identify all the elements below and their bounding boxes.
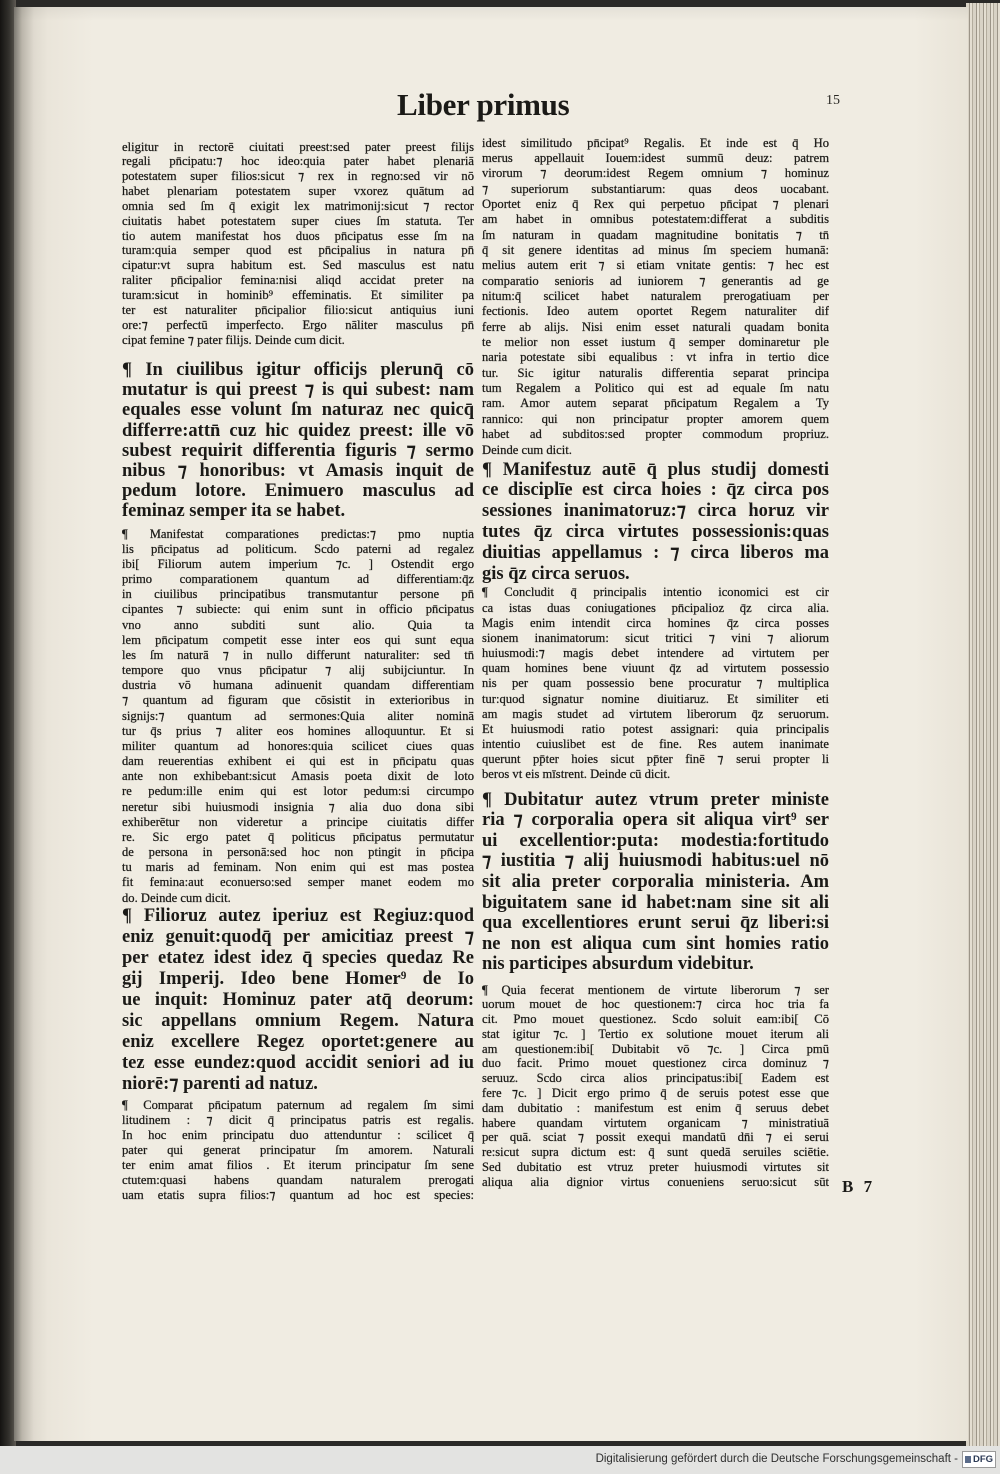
line-text: ter enim amat filios . Et iterum principatur ſm sene xyxy=(122,1157,474,1172)
commentary-line xyxy=(122,1143,474,1158)
line-text: ria ⁊ corporalia opera sit aliqua virt⁹ ser xyxy=(482,810,829,831)
line-text: sit alia preter corporalia ministeria. Am xyxy=(482,872,829,893)
commentary-line xyxy=(122,169,474,184)
line-text: ⁊ iustitia ⁊ alij huiusmodi habitus:uel nō xyxy=(482,851,829,872)
text-line xyxy=(482,543,829,564)
commentary-line xyxy=(482,1145,829,1160)
line-text: cipat femine ⁊ pater filijs. Deinde cum dicit. xyxy=(122,332,345,347)
line-text: q̄ sit genere identitas ad minus ſm speciem humanā: xyxy=(482,242,829,257)
line-text: dam reuerentias exhibent ei qui est in pn̄cipatu quas xyxy=(122,754,474,769)
line-text: nis participes absurdum videbitur. xyxy=(482,954,754,975)
commentary-line xyxy=(122,303,474,318)
commentary-line xyxy=(122,678,474,693)
commentary-line xyxy=(482,631,829,646)
line-text: uam etatis supra filios:⁊ quantum ad hoc est species: xyxy=(122,1187,474,1202)
commentary-line xyxy=(482,767,829,782)
commentary-line xyxy=(482,983,829,998)
text-line xyxy=(482,810,829,831)
commentary-line xyxy=(482,304,829,319)
commentary-line xyxy=(482,601,829,616)
line-text: diuitias appellamus : ⁊ circa liberos ma xyxy=(482,542,829,563)
line-text: merus appellauit Iouem:idest summū deuz: patrem xyxy=(482,150,829,165)
commentary-line xyxy=(482,585,829,600)
text-line xyxy=(482,851,829,872)
line-text: militer quantum ad honores:quia scilicet ciues quas xyxy=(122,738,474,753)
text-line xyxy=(482,522,829,543)
line-text: Deinde cum dicit. xyxy=(482,442,572,457)
commentary-line xyxy=(122,1173,474,1188)
text-line xyxy=(122,400,474,420)
commentary-line xyxy=(122,663,474,678)
commentary-line xyxy=(482,1116,829,1131)
line-text: re:sicut supra dictum est: q̄ sunt quedā seruiles sciētie. xyxy=(482,1145,829,1160)
text-line xyxy=(122,1011,474,1032)
commentary-line xyxy=(122,557,474,572)
line-text: ore:⁊ perfectū imperfecto. Ergo nāliter masculus pn̄ xyxy=(122,317,474,332)
commentary-line xyxy=(482,274,829,289)
line-text: virorum ⁊ deorum:idest Regem omnium ⁊ hominuz xyxy=(482,166,829,181)
line-text: fere ⁊c. ] Dicit ergo primo q̄ de seruis potest esse que xyxy=(482,1085,829,1100)
line-text: ui excellentior:puta: modestia:fortitudo xyxy=(482,830,829,851)
line-text: ſm naturam in quadam magnitudine bonitatis ⁊ tn̄ xyxy=(482,227,829,242)
commentary-line xyxy=(122,273,474,288)
line-text: regali pn̄cipatu:⁊ hoc ideo:quia pater habet plenariā xyxy=(122,154,474,169)
commentary-line xyxy=(482,616,829,631)
commentary-line xyxy=(482,320,829,335)
line-text: stat igitur ⁊c. ] Tertio ex solutione mouet iterum ali xyxy=(482,1026,829,1041)
commentary-line xyxy=(122,1188,474,1203)
line-text: ter est naturaliter pn̄cipalior filio:sicut antiquius iuni xyxy=(122,302,474,317)
line-text: habet plenariam potestatem super vxorez quātum ad xyxy=(122,184,474,199)
line-text: litudinem : ⁊ dicit q̄ principatus patris est regalis. xyxy=(122,1112,474,1127)
book-page xyxy=(14,7,968,1441)
line-text: turam:sicut in hominib⁹ effeminatis. Et similiter pa xyxy=(122,288,474,302)
line-text: duo facit. Primo mouet questionez circa dominuz ⁊ xyxy=(482,1056,829,1071)
commentary-line xyxy=(482,396,829,411)
line-text: intentio cuiuslibet est de fine. Res autem inanimate xyxy=(482,737,829,752)
commentary-line xyxy=(482,1130,829,1145)
commentary-line xyxy=(122,724,474,739)
line-text: aliqua alia dignior virtus conueniens seruo:sicut sūt xyxy=(482,1174,829,1189)
line-text: am magis studet ad virtutem liberorum q̄z seruorum. xyxy=(482,706,829,721)
commentary-line xyxy=(122,845,474,860)
commentary-line xyxy=(482,722,829,737)
line-text: habere quandam virtutem organicam ⁊ ministratiuā xyxy=(482,1115,829,1130)
line-text: ¶ Manifestat comparationes predictas:⁊ pmo nuptia xyxy=(122,526,474,541)
commentary-line xyxy=(122,318,474,333)
digitization-footer xyxy=(0,1446,1000,1474)
commentary-line xyxy=(482,366,829,381)
line-text: ¶ Manifestuz autē q̄ plus studij domesti xyxy=(482,459,829,480)
line-text: mutatur is qui preest ⁊ is qui subest: nam xyxy=(122,380,474,401)
line-text: feminaz semper ita se habet. xyxy=(122,501,346,522)
commentary-line xyxy=(122,739,474,754)
text-line xyxy=(482,913,829,934)
commentary-line xyxy=(482,1027,829,1042)
line-text: eniz genuit:quodq̄ per amicitiaz preest ⁊ xyxy=(122,926,474,947)
line-text: nis per quam possessio bene procuratur ⁊ multiplica xyxy=(482,676,829,691)
commentary-line xyxy=(482,182,829,197)
commentary-line xyxy=(122,1113,474,1128)
line-text: ne non est aliqua cum sint homies ratio xyxy=(482,933,829,954)
text-line xyxy=(122,927,474,948)
line-text: ibi[ Filiorum autem imperium ⁊c. ] Ostendit ergo xyxy=(122,556,474,571)
line-text: ue inquit: Hominuz pater atq̄ deorum: xyxy=(122,989,474,1010)
commentary-line xyxy=(482,1012,829,1027)
commentary-line xyxy=(482,676,829,691)
line-text: ¶ In ciuilibus igitur officijs plerunq̄ cō xyxy=(122,360,474,380)
text-line xyxy=(122,441,474,461)
line-text: pater qui generat principatur ſm amorem. Naturali xyxy=(122,1142,474,1157)
line-text: Sed dubitatio est vtruz preter huiusmodi virtutes sit xyxy=(482,1159,829,1174)
text-line xyxy=(482,480,829,501)
commentary-line xyxy=(482,661,829,676)
line-text: signijs:⁊ quantum ad sermones:Quia aliter nominā xyxy=(122,708,474,723)
commentary-line xyxy=(122,1098,474,1113)
line-text: huiusmodi:⁊ magis debet intendere ad virtutem per xyxy=(482,646,829,661)
line-text: de persona in personā:sed hoc non ptingit in pn̄cipa xyxy=(122,845,474,860)
running-title: Liber primus xyxy=(397,87,570,122)
text-line xyxy=(122,969,474,990)
line-text: qua excellentiores erunt serui q̄z liberi:si xyxy=(482,913,829,934)
text-line xyxy=(482,790,829,811)
commentary-line xyxy=(122,800,474,815)
folio-number: 15 xyxy=(826,93,840,108)
line-text: les ſm naturā ⁊ in nullo differunt naturaliter: sed tn̄ xyxy=(122,647,474,662)
commentary-line xyxy=(482,136,829,151)
line-text: tu maris ad feminam. Non enim qui est mas postea xyxy=(122,860,474,875)
commentary-line xyxy=(482,1042,829,1057)
line-text: seruuz. Scdo circa alios principatus:ibi[ Eadem est xyxy=(482,1071,829,1086)
line-text: ¶ Filioruz autez iperiuz est Regiuz:quod xyxy=(122,905,474,926)
commentary-line xyxy=(122,648,474,663)
line-text: sionem inanimatorum: sicut tritici ⁊ vini ⁊ aliorum xyxy=(482,630,829,645)
line-text: eligitur in rectorē ciuitati preest:sed pater preest filijs xyxy=(122,139,474,154)
line-text: am questionem:ibi[ Dubitabit vō ⁊c. ] Circa pmū xyxy=(482,1041,829,1056)
line-text: uorum mouet de hoc questionem:⁊ circa hoc tria fa xyxy=(482,997,829,1012)
text-line xyxy=(122,421,474,441)
line-text: ⁊ superiorum substantiarum: quas deos uocabant. xyxy=(482,181,829,196)
commentary-line xyxy=(122,542,474,557)
commentary-line xyxy=(482,646,829,661)
line-text: lis pn̄cipatus ad politicum. Scdo paterni ad regalez xyxy=(122,541,474,556)
text-line xyxy=(122,1032,474,1053)
text-line xyxy=(122,906,474,927)
commentary-line xyxy=(482,427,829,442)
commentary-line xyxy=(122,815,474,830)
line-text: tur. Sic igitur naturalis differentia separat principa xyxy=(482,365,829,380)
line-text: cipatur:vt supra habitum est. Sed masculus est natu xyxy=(122,258,474,273)
text-line xyxy=(122,1074,474,1095)
commentary-line xyxy=(122,199,474,214)
commentary-line xyxy=(122,333,474,348)
commentary-line xyxy=(122,184,474,199)
line-text: tio autem manifestat hos duos pn̄cipatus esse ſm na xyxy=(122,228,474,243)
line-text: niorē:⁊ parenti ad natuz. xyxy=(122,1074,318,1095)
line-text: ¶ Quia fecerat mentionem de virtute liberorum ⁊ ser xyxy=(482,982,829,997)
commentary-line xyxy=(122,243,474,258)
line-text: cipantes ⁊ subiecte: qui enim sunt in officio pn̄cipatus xyxy=(122,602,474,617)
line-text: quam homines bene viuunt q̄z ad virtutem possessio xyxy=(482,661,829,676)
commentary-line xyxy=(122,572,474,587)
commentary-line xyxy=(482,350,829,365)
commentary-line xyxy=(482,258,829,273)
commentary-line xyxy=(122,618,474,633)
line-text: primo comparationem quantum ad differentiam:q̄z xyxy=(122,572,474,586)
line-text: melius autem erit ⁊ si etiam vnitate gentis: ⁊ hec est xyxy=(482,258,829,273)
commentary-line xyxy=(122,709,474,724)
line-text: ram. Amor autem separat pn̄cipatum Regalem a Ty xyxy=(482,396,829,411)
dfg-logo xyxy=(962,1451,996,1468)
commentary-line xyxy=(482,692,829,707)
commentary-line xyxy=(482,1056,829,1071)
line-text: Et huiusmodi ratio potest assignari: quia principalis xyxy=(482,721,829,736)
dfg-logo-text: DFG xyxy=(973,1454,994,1465)
commentary-line xyxy=(122,288,474,303)
line-text: per etatez idest idez q̄ species quedaz Re xyxy=(122,947,474,968)
line-text: In hoc enim principatu duo attenduntur : scilicet q̄ xyxy=(122,1127,474,1142)
line-text: nibus ⁊ honoribus: vt Amasis inquit de xyxy=(122,461,474,481)
line-text: raliter pn̄cipalior femina:nisi aliqd accidat preter na xyxy=(122,273,474,288)
line-text: pedum lotore. Enimuero masculus ad xyxy=(122,481,474,502)
line-text: subest requirit differentia figuris ⁊ sermo xyxy=(122,440,474,461)
page-edges xyxy=(966,3,1000,1446)
commentary-line xyxy=(122,229,474,244)
line-text: exhiberētur non videretur a principe ciuitatis differ xyxy=(122,814,474,829)
line-text: tur:quod signatur nomine diuitiaruz. Et similiter eti xyxy=(482,691,829,706)
line-text: tur q̄s prius ⁊ aliter eos homines alloquuntur. Et si xyxy=(122,723,474,738)
line-text: omnia sed ſm q̄ exigit lex matrimonij:sicut ⁊ rector xyxy=(122,198,474,213)
line-text: tez esse eundez:quod accidit seniori ad iu xyxy=(122,1053,474,1074)
commentary-line xyxy=(482,1101,829,1116)
right-column xyxy=(482,7,829,1307)
commentary-line xyxy=(482,335,829,350)
commentary-line xyxy=(122,860,474,875)
commentary-line xyxy=(122,784,474,799)
commentary-line xyxy=(482,1175,829,1190)
line-text: per quā. sciat ⁊ possit exequi mandatū dn̄i ⁊ ei serui xyxy=(482,1130,829,1145)
line-text: rannico: qui non principatur propter amorem quem xyxy=(482,411,829,426)
commentary-line xyxy=(482,243,829,258)
commentary-line xyxy=(122,140,474,155)
line-text: am habet in omnibus potestatem:differat a subditis xyxy=(482,212,829,227)
line-text: tempore quo vnus pn̄cipatur ⁊ alij subijciuntur. In xyxy=(122,663,474,678)
line-text: ctutem:quasi habens quandam naturalem prerogati xyxy=(122,1172,474,1187)
commentary-line xyxy=(482,737,829,752)
commentary-line xyxy=(122,587,474,602)
line-text: ⁊ quantum ad figuram que cōsistit in exterioribus in xyxy=(122,693,474,708)
line-text: neretur sibi huiusmodi insignia ⁊ alia duo dona sibi xyxy=(122,799,474,814)
line-text: te melior non esset iustum q̄ semper dominaretur ple xyxy=(482,335,829,350)
commentary-line xyxy=(122,527,474,542)
commentary-line xyxy=(482,212,829,227)
line-text: habet ad subditos:sed propter commodum propriuz. xyxy=(482,427,829,442)
text-line xyxy=(122,461,474,481)
line-text: dam dubitatio : manifestum est enim q̄ seruus debet xyxy=(482,1100,829,1115)
line-text: Oportet eniz q̄ Rex qui perpetuo pn̄cipat ⁊ plenari xyxy=(482,196,829,211)
commentary-line xyxy=(122,633,474,648)
text-line xyxy=(482,501,829,522)
commentary-line xyxy=(122,154,474,169)
commentary-line xyxy=(122,602,474,617)
commentary-line xyxy=(482,228,829,243)
text-line xyxy=(482,564,829,585)
line-text: sic appellans omnium Regem. Natura xyxy=(122,1011,474,1031)
line-text: lem pn̄cipatum competit esse inter eos qui sunt equa xyxy=(122,632,474,647)
line-text: ¶ Concludit q̄ principalis intentio iconomici est cir xyxy=(482,585,829,600)
line-text: potestatem super filios:sicut ⁊ rex in regno:sed vir nō xyxy=(122,169,474,184)
text-line xyxy=(122,948,474,969)
line-text: ciuitatis habet potestatem super ciues ſm statuta. Ter xyxy=(122,213,474,228)
line-text: naria potestate sibi equalibus : vt infra in tertio dice xyxy=(482,350,829,365)
line-text: ¶ Dubitatur autez vtrum preter ministe xyxy=(482,789,829,810)
commentary-line xyxy=(122,830,474,845)
line-text: gis q̄z circa seruos. xyxy=(482,563,630,584)
commentary-line xyxy=(482,997,829,1012)
line-text: do. Deinde cum dicit. xyxy=(122,890,231,905)
line-text: cit. Pmo mouet questionez. Scdo soluit eam:ibi[ Cō xyxy=(482,1012,829,1027)
line-text: ante non exhibebant:sicut Amasis poeta dixit de loto xyxy=(122,769,474,784)
line-text: eniz excellere Regez oportet:genere au xyxy=(122,1032,474,1053)
line-text: in ciuilibus principatibus transmutantur persone pn̄ xyxy=(122,587,474,602)
line-text: biguitatem sane id habet:nam sine sit ali xyxy=(482,892,829,913)
line-text: ce disciplīe est circa hoies : q̄z circa pos xyxy=(482,480,829,501)
text-line xyxy=(122,501,474,521)
commentary-line xyxy=(122,769,474,784)
line-text: equales esse volunt ſm naturaz nec quicq̄ xyxy=(122,400,474,421)
line-text: sessiones inanimatoruz:⁊ circa horuz vir xyxy=(482,501,829,522)
commentary-line xyxy=(482,412,829,427)
text-line xyxy=(482,872,829,893)
commentary-line xyxy=(482,289,829,304)
line-text: querunt pp̄ter hoies sicut pp̄ter finē ⁊ serui propter li xyxy=(482,752,829,767)
commentary-line xyxy=(122,258,474,273)
line-text: ¶ Comparat pn̄cipatum paternum ad regalem ſm simi xyxy=(122,1097,474,1112)
left-column xyxy=(122,7,474,1307)
commentary-line xyxy=(482,752,829,767)
line-text: turam:quia semper quod est pn̄cipalius in natura pn̄ xyxy=(122,243,474,258)
line-text: dustria vō humana adinuenit quandam differentiam xyxy=(122,678,474,693)
text-line xyxy=(482,934,829,955)
line-text: vno anno subditi sunt alio. Quia ta xyxy=(122,617,474,632)
text-line xyxy=(482,893,829,914)
commentary-line xyxy=(122,891,474,906)
line-text: fectionis. Ideo autem oportet Regem naturaliter dif xyxy=(482,304,829,319)
text-line xyxy=(482,831,829,852)
line-text: beros vt eis mīstrent. Deinde cū dicit. xyxy=(482,767,671,782)
commentary-line xyxy=(482,197,829,212)
text-line xyxy=(482,954,829,975)
commentary-line xyxy=(482,1160,829,1175)
text-line xyxy=(122,360,474,380)
signature-mark: B 7 xyxy=(842,1177,873,1196)
commentary-line xyxy=(482,381,829,396)
commentary-line xyxy=(482,443,829,458)
line-text: tutes q̄z circa virtutes possessionis:quas xyxy=(482,521,829,542)
line-text: differre:attn̄ cuz hic quidez preest: ille vō xyxy=(122,420,474,441)
line-text: comparatio senioris ad iuniorem ⁊ generantis ad ge xyxy=(482,273,829,288)
commentary-line xyxy=(122,754,474,769)
commentary-line xyxy=(482,1071,829,1086)
line-text: Magis enim intendit circa homines q̄z circa posses xyxy=(482,615,829,630)
dfg-emblem-icon xyxy=(965,1456,971,1463)
commentary-line xyxy=(122,1158,474,1173)
line-text: fit femina:aut econuerso:sed semper manet eodem mo xyxy=(122,875,474,890)
line-text: re pedum:ille enim qui est lotor pedum:si circumpo xyxy=(122,784,474,799)
line-text: nitum:q̄ scilicet habet naturalem prerogatiuam per xyxy=(482,289,829,303)
commentary-line xyxy=(482,151,829,166)
commentary-line xyxy=(122,214,474,229)
commentary-line xyxy=(482,707,829,722)
text-line xyxy=(122,1053,474,1074)
line-text: gij Imperij. Ideo bene Homer⁹ de Io xyxy=(122,968,474,989)
commentary-line xyxy=(482,166,829,181)
commentary-line xyxy=(122,693,474,708)
line-text: tum Regalem a Politico qui est ad equale ſm natu xyxy=(482,381,829,396)
footer-credit: Digitalisierung gefördert durch die Deutsche Forschungsgemeinschaft - xyxy=(595,1453,958,1465)
commentary-line xyxy=(122,1128,474,1143)
text-line xyxy=(122,481,474,501)
line-text: ca istas duas coniugationes pn̄cipalioz q̄z circa alia. xyxy=(482,600,829,615)
commentary-line xyxy=(122,875,474,890)
commentary-line xyxy=(482,1086,829,1101)
text-line xyxy=(122,380,474,400)
line-text: re. Sic ergo patet q̄ politicus pn̄cipatus permutatur xyxy=(122,829,474,844)
line-text: idest similitudo pn̄cipat⁹ Regalis. Et inde est q̄ Ho xyxy=(482,135,829,150)
line-text: ferre ab alijs. Nisi enim esset naturali quadam bonita xyxy=(482,319,829,334)
text-line xyxy=(122,990,474,1011)
text-line xyxy=(482,460,829,481)
